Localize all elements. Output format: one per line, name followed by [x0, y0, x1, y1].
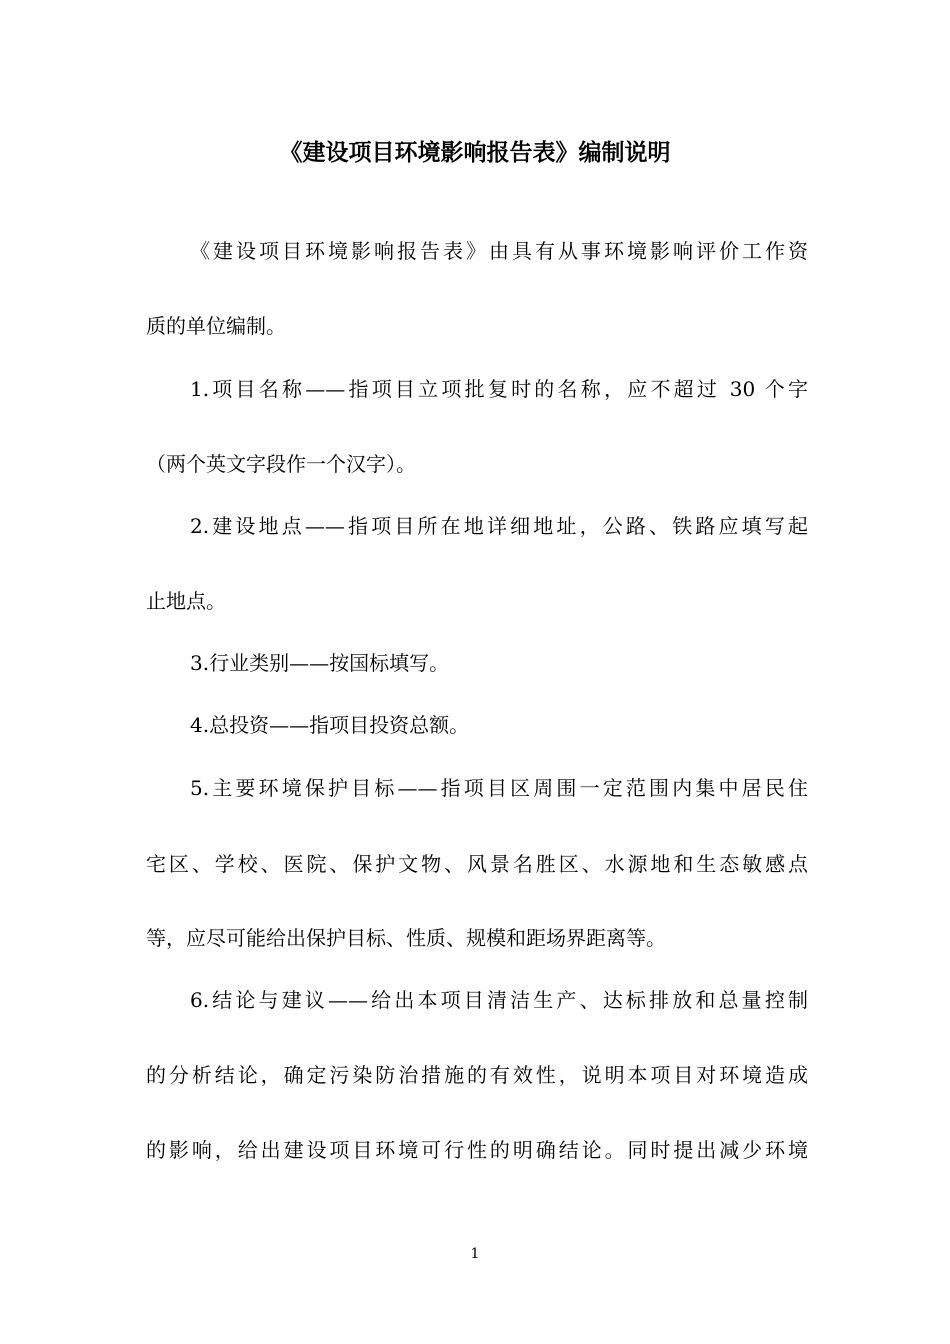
paragraph-line: （两个英文字段作一个汉字）。 — [146, 452, 416, 476]
paragraph-line: 1.项目名称——指项目立项批复时的名称，应不超过 30 个字 — [190, 377, 808, 401]
paragraph-line: 2.建设地点——指项目所在地详细地址，公路、铁路应填写起 — [190, 514, 808, 538]
paragraph-line: 宅区、学校、医院、保护文物、风景名胜区、水源地和生态敏感点 — [146, 852, 808, 876]
paragraph-line: 的影响，给出建设项目环境可行性的明确结论。同时提出减少环境 — [146, 1138, 808, 1162]
paragraph-line: 4.总投资——指项目投资总额。 — [190, 713, 470, 737]
paragraph-line: 5.主要环境保护目标——指项目区周围一定范围内集中居民住 — [190, 776, 808, 800]
paragraph-line: 《建设项目环境影响报告表》由具有从事环境影响评价工作资 — [190, 239, 808, 263]
document-title: 《建设项目环境影响报告表》编制说明 — [279, 139, 671, 166]
paragraph-line: 的分析结论，确定污染防治措施的有效性，说明本项目对环境造成 — [146, 1063, 808, 1087]
paragraph-line: 止地点。 — [146, 589, 226, 613]
paragraph-line: 3.行业类别——按国标填写。 — [190, 651, 450, 675]
page-number: 1 — [470, 1246, 480, 1262]
paragraph-line: 质的单位编制。 — [146, 314, 286, 338]
paragraph-line: 等，应尽可能给出保护目标、性质、规模和距场界距离等。 — [146, 926, 666, 950]
paragraph-line: 6.结论与建议——给出本项目清洁生产、达标排放和总量控制 — [190, 988, 808, 1012]
